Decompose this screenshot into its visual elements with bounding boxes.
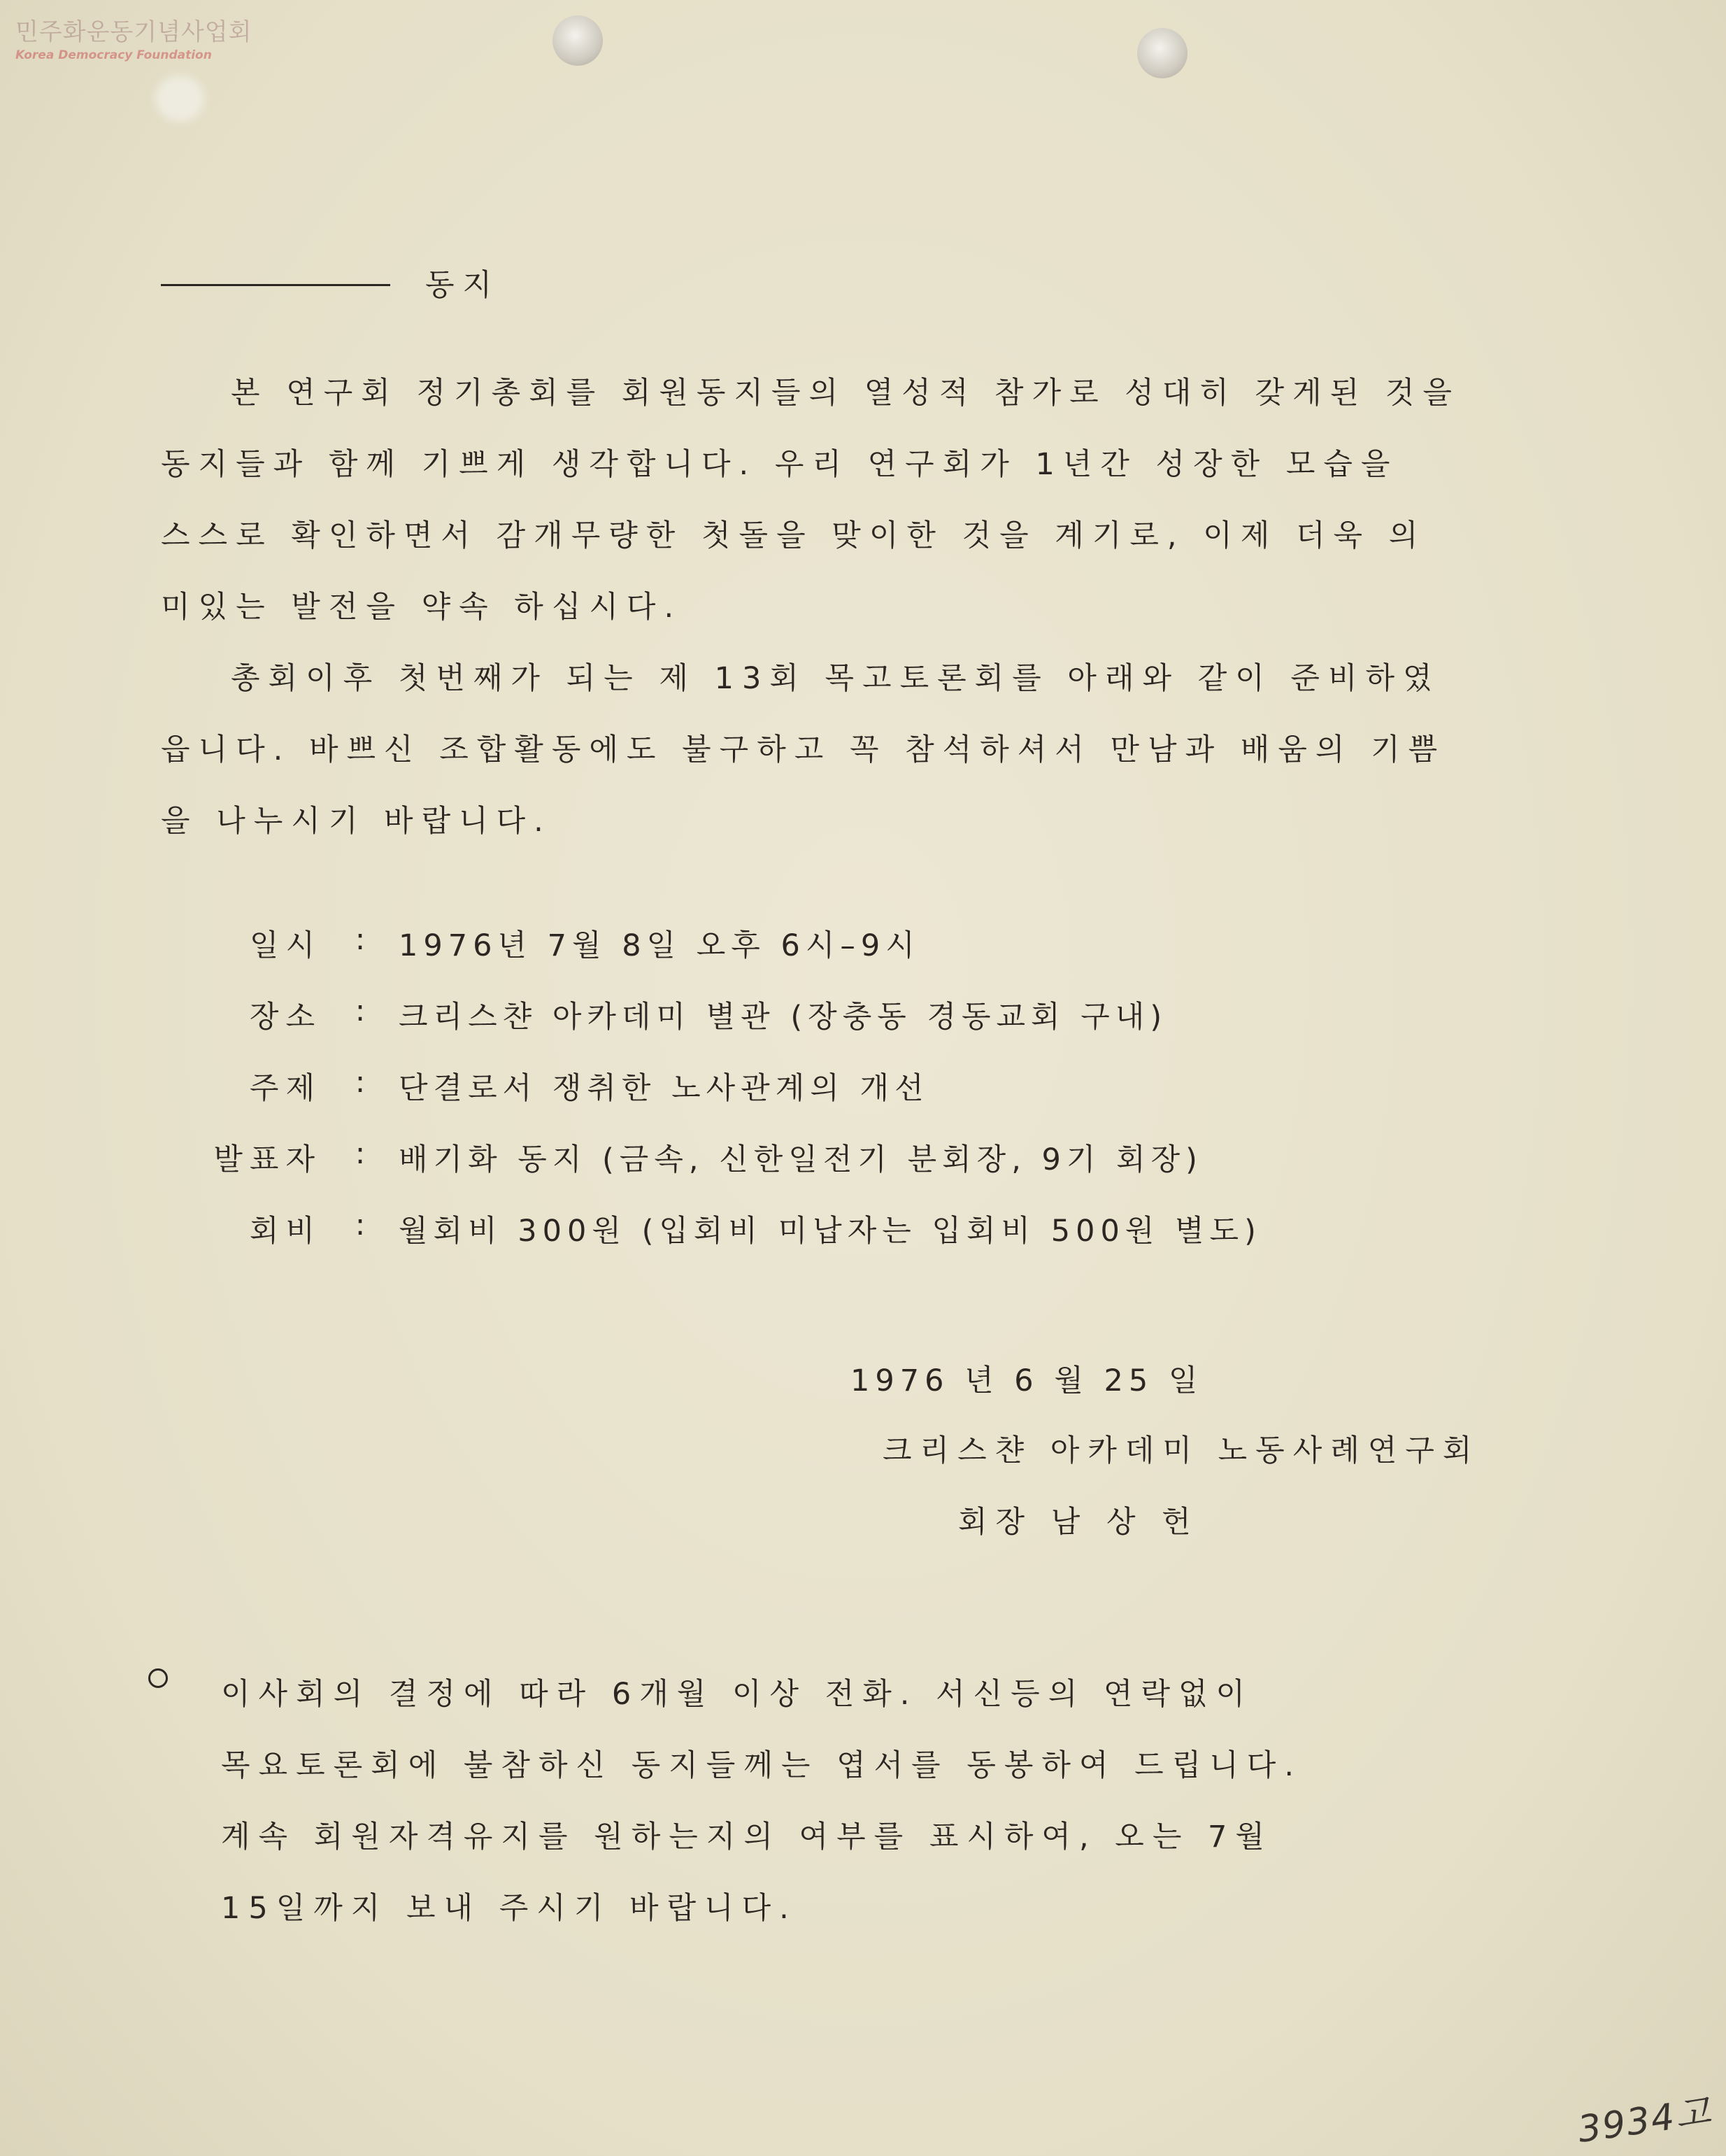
body-line: 스스로 확인하면서 감개무량한 첫돌을 맞이한 것을 계기로, 이제 더욱 의: [161, 518, 1427, 553]
detail-colon: :: [355, 1065, 366, 1100]
body-line: 동지들과 함께 기쁘게 생각합니다. 우리 연구회가 1년간 성장한 모습을: [161, 447, 1399, 482]
detail-label: 주제: [249, 1071, 322, 1106]
detail-label: 발표자: [213, 1142, 322, 1177]
foundation-watermark: [15, 13, 252, 62]
detail-row-topic: [182, 1065, 929, 1107]
salutation-text: 동지: [425, 268, 501, 303]
recipient-blank-line: [161, 284, 390, 286]
watermark-korean: 민주화운동기념사업회: [15, 18, 252, 46]
detail-value: 월회비 300원 (입회비 미납자는 입회비 500원 별도): [399, 1214, 1262, 1249]
detail-value: 1976년 7월 8일 오후 6시–9시: [399, 928, 920, 963]
body-line: 총회이후 첫번째가 되는 제 13회 목고토론회를 아래와 같이 준비하였: [231, 661, 1441, 696]
detail-row-fee: [182, 1207, 1262, 1250]
detail-colon: :: [355, 993, 366, 1028]
document-date: 1976 년 6 월 25 일: [850, 1363, 1204, 1398]
detail-colon: :: [355, 1207, 366, 1242]
body-line: 본 연구회 정기총회를 회원동지들의 열성적 참가로 성대히 갖게된 것을: [231, 376, 1460, 411]
detail-label: 장소: [249, 1000, 322, 1035]
detail-row-datetime: [182, 922, 920, 965]
detail-value: 단결로서 쟁취한 노사관계의 개선: [399, 1071, 929, 1106]
organization-name: 크리스챤 아카데미 노동사례연구회: [883, 1433, 1481, 1468]
detail-row-place: [182, 993, 1167, 1036]
archive-number: 3934고: [1575, 2090, 1716, 2152]
detail-value: 크리스챤 아카데미 별관 (장충동 경동교회 구내): [399, 1000, 1168, 1035]
detail-colon: :: [355, 1136, 366, 1171]
body-line: 미있는 발전을 약속 하십시다.: [161, 590, 683, 625]
notice-line: 이사회의 결정에 따라 6개월 이상 전화. 서신등의 연락없이: [221, 1677, 1254, 1712]
detail-colon: :: [355, 922, 366, 957]
body-line: 읍니다. 바쁘신 조합활동에도 불구하고 꼭 참석하셔서 만남과 배움의 기쁨: [161, 732, 1446, 767]
detail-label: 일시: [249, 928, 322, 963]
punch-hole-right: [1137, 28, 1187, 78]
signer-name: 회장 남 상 헌: [958, 1505, 1199, 1540]
paper-tear-mark: [155, 76, 204, 122]
body-line: 을 나누시기 바랍니다.: [161, 804, 552, 839]
watermark-english: Korea Democracy Foundation: [15, 48, 212, 62]
notice-line: 15일까지 보내 주시기 바랍니다.: [221, 1891, 797, 1926]
detail-label: 회비: [249, 1214, 322, 1249]
notice-line: 목요토론회에 불참하신 동지들께는 엽서를 동봉하여 드립니다.: [221, 1748, 1302, 1783]
punch-hole-left: [552, 15, 603, 66]
detail-value: 배기화 동지 (금속, 신한일전기 분회장, 9기 회장): [399, 1142, 1203, 1177]
detail-row-presenter: [182, 1136, 1203, 1179]
notice-line: 계속 회원자격유지를 원하는지의 여부를 표시하여, 오는 7월: [221, 1820, 1273, 1854]
salutation: [161, 262, 500, 304]
notice-bullet: [148, 1668, 168, 1688]
